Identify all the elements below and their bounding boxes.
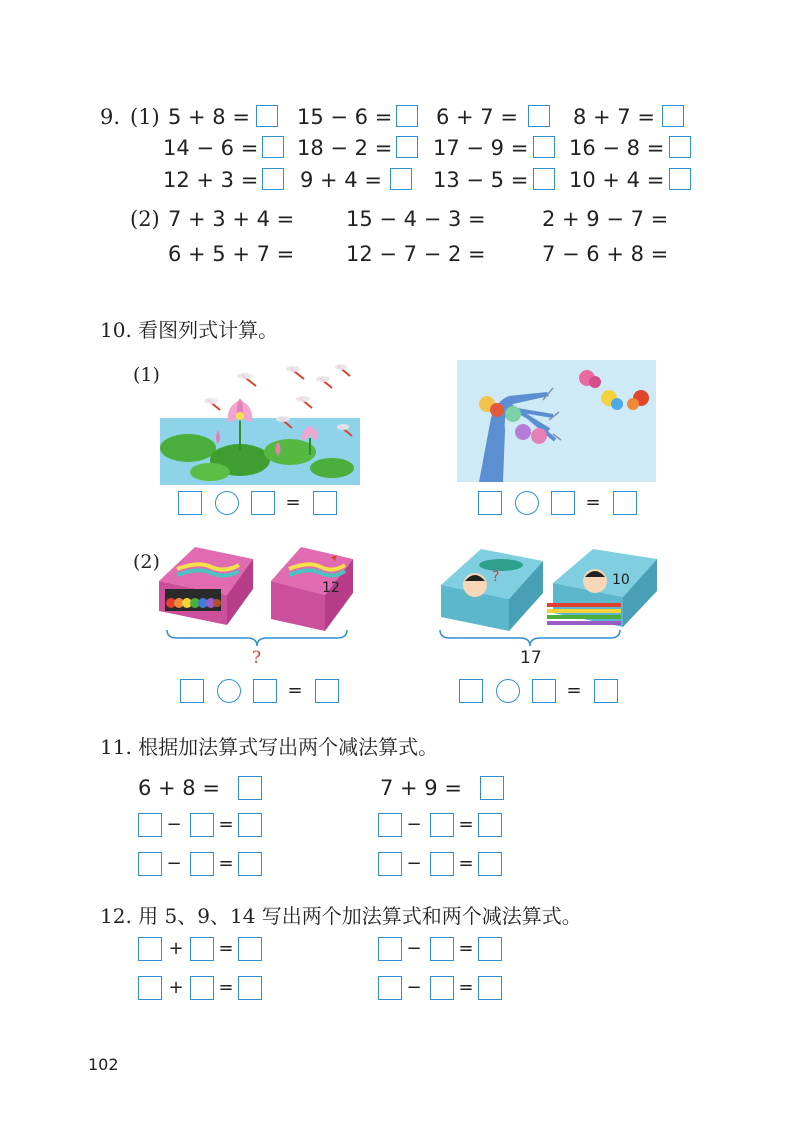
equation: 15 − 4 − 3 = xyxy=(346,207,486,231)
total-unknown-label: ? xyxy=(252,648,262,668)
answer-box[interactable] xyxy=(532,679,556,703)
answer-box[interactable] xyxy=(315,679,339,703)
equation: 6 + 8 = xyxy=(138,776,220,800)
answer-box[interactable] xyxy=(478,813,502,837)
total-label: 17 xyxy=(520,648,542,668)
q11-title: 11. 根据加法算式写出两个减法算式。 xyxy=(100,735,439,759)
answer-box[interactable] xyxy=(190,976,214,1000)
q9-number: 9. xyxy=(100,105,121,129)
answer-box[interactable] xyxy=(396,105,418,127)
q9-part2-label: (2) xyxy=(130,207,160,231)
equation: 18 − 2 = xyxy=(297,136,393,160)
equation: 7 + 3 + 4 = xyxy=(168,207,295,231)
q9-part1-label: (1) xyxy=(130,105,160,129)
answer-box[interactable] xyxy=(313,491,337,515)
answer-box[interactable] xyxy=(238,813,262,837)
answer-box[interactable] xyxy=(396,136,418,158)
plus-sign: + xyxy=(168,977,184,998)
q12-title: 12. 用 5、9、14 写出两个加法算式和两个减法算式。 xyxy=(100,904,582,928)
equals-sign: = xyxy=(218,814,234,835)
answer-box[interactable] xyxy=(390,168,412,190)
answer-box[interactable] xyxy=(430,937,454,961)
answer-box[interactable] xyxy=(253,679,277,703)
answer-box[interactable] xyxy=(478,491,502,515)
page-number: 102 xyxy=(88,1055,119,1074)
answer-box[interactable] xyxy=(238,776,262,800)
answer-box[interactable] xyxy=(190,813,214,837)
equation: 15 − 6 = xyxy=(297,105,393,129)
answer-box[interactable] xyxy=(238,852,262,876)
answer-box[interactable] xyxy=(251,491,275,515)
equation: 13 − 5 = xyxy=(433,168,529,192)
equals-sign: = xyxy=(218,977,234,998)
answer-box[interactable] xyxy=(180,679,204,703)
pond-dragonfly-picture xyxy=(160,360,360,485)
answer-box[interactable] xyxy=(533,168,555,190)
operator-circle[interactable] xyxy=(496,679,520,703)
equation: 8 + 7 = xyxy=(573,105,655,129)
q10-part1-label: (1) xyxy=(133,364,160,386)
pencil-box-count-label: 10 xyxy=(612,572,630,588)
answer-box[interactable] xyxy=(430,976,454,1000)
equation: 14 − 6 = xyxy=(163,136,259,160)
equals-sign: = xyxy=(218,853,234,874)
answer-box[interactable] xyxy=(138,976,162,1000)
answer-box[interactable] xyxy=(533,136,555,158)
answer-box[interactable] xyxy=(378,976,402,1000)
equation: 7 + 9 = xyxy=(380,776,462,800)
answer-box[interactable] xyxy=(480,776,504,800)
answer-box[interactable] xyxy=(662,105,684,127)
equation: 12 + 3 = xyxy=(163,168,259,192)
pencil-boxes-picture xyxy=(435,545,660,640)
operator-circle[interactable] xyxy=(215,491,239,515)
answer-box[interactable] xyxy=(594,679,618,703)
kid-question-mark: ? xyxy=(492,569,500,585)
answer-box[interactable] xyxy=(138,852,162,876)
equation: 9 + 4 = xyxy=(300,168,382,192)
equals-sign: = xyxy=(287,680,303,701)
left-brace xyxy=(165,628,350,648)
minus-sign: − xyxy=(406,814,422,835)
operator-circle[interactable] xyxy=(515,491,539,515)
answer-box[interactable] xyxy=(262,136,284,158)
answer-box[interactable] xyxy=(238,937,262,961)
birds-tree-picture xyxy=(457,360,656,482)
answer-box[interactable] xyxy=(262,168,284,190)
answer-box[interactable] xyxy=(430,813,454,837)
answer-box[interactable] xyxy=(190,852,214,876)
answer-box[interactable] xyxy=(178,491,202,515)
equals-sign: = xyxy=(285,492,301,513)
equals-sign: = xyxy=(585,492,601,513)
answer-box[interactable] xyxy=(669,168,691,190)
answer-box[interactable] xyxy=(378,813,402,837)
answer-box[interactable] xyxy=(478,852,502,876)
answer-box[interactable] xyxy=(378,937,402,961)
answer-box[interactable] xyxy=(378,852,402,876)
answer-box[interactable] xyxy=(430,852,454,876)
equals-sign: = xyxy=(218,938,234,959)
answer-box[interactable] xyxy=(528,105,550,127)
answer-box[interactable] xyxy=(459,679,483,703)
right-brace xyxy=(438,628,623,648)
crayon-box-count-label: 12 xyxy=(322,580,340,596)
plus-sign: + xyxy=(168,938,184,959)
equation: 12 − 7 − 2 = xyxy=(346,242,486,266)
answer-box[interactable] xyxy=(551,491,575,515)
answer-box[interactable] xyxy=(669,136,691,158)
minus-sign: − xyxy=(406,977,422,998)
minus-sign: − xyxy=(166,853,182,874)
answer-box[interactable] xyxy=(138,813,162,837)
answer-box[interactable] xyxy=(256,105,278,127)
equation: 7 − 6 + 8 = xyxy=(542,242,669,266)
equation: 17 − 9 = xyxy=(433,136,529,160)
minus-sign: − xyxy=(406,853,422,874)
answer-box[interactable] xyxy=(238,976,262,1000)
answer-box[interactable] xyxy=(190,937,214,961)
q10-title: 10. 看图列式计算。 xyxy=(100,318,279,342)
answer-box[interactable] xyxy=(478,976,502,1000)
equation: 2 + 9 − 7 = xyxy=(542,207,669,231)
answer-box[interactable] xyxy=(478,937,502,961)
minus-sign: − xyxy=(406,938,422,959)
equals-sign: = xyxy=(458,977,474,998)
equation: 16 − 8 = xyxy=(569,136,665,160)
answer-box[interactable] xyxy=(613,491,637,515)
answer-box[interactable] xyxy=(138,937,162,961)
equation: 6 + 5 + 7 = xyxy=(168,242,295,266)
equation: 10 + 4 = xyxy=(569,168,665,192)
operator-circle[interactable] xyxy=(217,679,241,703)
equals-sign: = xyxy=(458,853,474,874)
equals-sign: = xyxy=(566,680,582,701)
equals-sign: = xyxy=(458,938,474,959)
equation: 5 + 8 = xyxy=(168,105,250,129)
equation: 6 + 7 = xyxy=(436,105,518,129)
q10-part2-label: (2) xyxy=(133,551,160,573)
equals-sign: = xyxy=(458,814,474,835)
minus-sign: − xyxy=(166,814,182,835)
